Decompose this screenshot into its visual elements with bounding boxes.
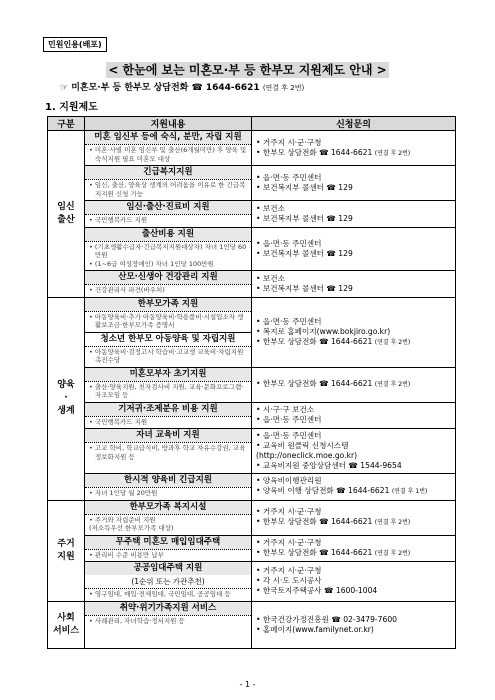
page-number: - 1 - [239, 680, 256, 689]
inquiry-text: • 읍·면·동 주민센터 [256, 415, 322, 425]
inquiry-line [256, 284, 451, 294]
inquiry-text: • 양육비 이행 상담전화 ☎ 1644-6621 [256, 486, 390, 496]
inquiry-text: • 복지로 홈페이지(www.bokjiro.go.kr) [256, 326, 391, 336]
inquiry-line [256, 586, 451, 596]
support-description [85, 311, 251, 332]
inquiry-cell [252, 166, 456, 201]
category-label: 서비스 [52, 625, 80, 636]
description-line: • 미혼·사별 미혼 임신부 및 출산(6개월미만) 후 양육 및 숙식지원 필요 미혼모 대상 [89, 146, 247, 163]
table-row [48, 227, 456, 271]
category-label: 주거 [57, 538, 75, 549]
description-line: • 아동양육비·검정고시 학습비·고교생 교육비·자립지원촉진수당 [89, 347, 244, 364]
support-title: 한부모가족 복지시설 [85, 501, 251, 514]
inquiry-text: • 양육비이행관리원 [256, 476, 322, 486]
inquiry-text: • 각 시·도 도시공사 [256, 576, 322, 586]
inquiry-line [256, 214, 451, 224]
header-inquiry: 신청문의 [252, 117, 456, 131]
support-description [85, 615, 251, 628]
section-heading: 1. 지원제도 [45, 102, 98, 113]
document-tag: 민원인용(배포) [43, 37, 107, 52]
support-description [85, 514, 251, 535]
inquiry-line [256, 317, 451, 327]
inquiry-cell [252, 500, 456, 535]
inquiry-line [256, 327, 451, 337]
inquiry-line [256, 441, 451, 451]
inquiry-text: • 한부모 상담전화 ☎ 1644-6621 [256, 379, 373, 388]
inquiry-line [256, 625, 451, 635]
inquiry-text: • 읍·면·동 주민센터 [256, 316, 322, 326]
description-line: • 사례관리, 자녀학습·정서지원 등 [89, 616, 185, 625]
support-description [85, 346, 251, 367]
support-description [85, 549, 251, 562]
inquiry-text: • 교육비지원 중앙상담센터 ☎ 1544-9654 [256, 461, 402, 470]
description-line: (저소득우선 한부모가족 대상) [89, 524, 174, 532]
content-cell [85, 500, 252, 535]
support-title: 긴급복지지원 [85, 166, 251, 179]
content-cell [85, 429, 252, 474]
table-row [48, 474, 456, 501]
category-label: 양육 [57, 380, 75, 390]
support-description [85, 144, 251, 165]
inquiry-text: • 한부모 상담전화 ☎ 1644-6621 [256, 517, 373, 526]
inquiry-text: • 한국토지주택공사 ☎ 1600-1004 [256, 586, 378, 596]
inquiry-line [256, 615, 451, 625]
table-row [48, 367, 456, 402]
support-description [85, 588, 251, 601]
inquiry-line [256, 486, 451, 497]
inquiry-cell [252, 535, 456, 562]
inquiry-text: • 거주지 시·군·구청 [256, 566, 322, 576]
support-title: 공공임대주택 지원 [85, 562, 251, 575]
support-description [85, 214, 251, 227]
inquiry-text: • 보건복지부 콜센터 ☎ 129 [256, 183, 353, 192]
inquiry-text: • 한부모 상담전화 ☎ 1644-6621 [256, 547, 373, 557]
support-description [85, 381, 251, 402]
support-title: 산모·신생아 건강관리 지원 [85, 271, 251, 284]
inquiry-text: • 한부모 상담전화 ☎ 1644-6621 [256, 336, 373, 346]
inquiry-line [256, 337, 451, 348]
support-title: 미혼 임신부 등에 숙식, 분만, 자립 지원 [85, 131, 251, 144]
inquiry-line [256, 566, 451, 576]
inquiry-text: • 보건소 [256, 273, 285, 283]
inquiry-note: (연결 후 2번) [374, 149, 411, 157]
inquiry-line [256, 461, 451, 471]
table-header-row [48, 117, 456, 131]
inquiry-line [256, 576, 451, 586]
description-line: • 아동양육비·추가 아동양육비·학용품비·시설입소자 생활보조금·한부모가족 증명서 [89, 312, 244, 329]
support-description [85, 241, 251, 271]
inquiry-cell [252, 367, 456, 402]
inquiry-line [256, 183, 451, 193]
inquiry-line [256, 274, 451, 284]
description-line: • 임신, 출산, 양육상 생계의 어려움을 이유로 한 긴급복지지원 신청 가능 [89, 181, 246, 198]
table-row [48, 297, 456, 367]
description-line: • 국민행복카드 지원 [89, 216, 148, 224]
inquiry-line [256, 451, 451, 461]
inquiry-line [256, 173, 451, 183]
table-row [48, 166, 456, 201]
support-title: 무주택 미혼모 매입임대주택 [85, 536, 251, 549]
support-description [85, 284, 251, 297]
table-row [48, 601, 456, 648]
inquiry-note: (연결 후 1번) [391, 488, 428, 496]
inquiry-cell [252, 131, 456, 166]
inquiry-cell [252, 201, 456, 228]
support-description [85, 179, 251, 200]
description-line: • 자녀 1인당 월 20만원 [89, 489, 158, 497]
category-label: 사회 [57, 612, 75, 623]
inquiry-cell [252, 402, 456, 429]
inquiry-text: • 읍·면·동 주민센터 [256, 173, 322, 182]
support-title: 자녀 교육비 지원 [85, 429, 251, 442]
inquiry-line [256, 148, 451, 159]
content-cell [85, 562, 252, 602]
inquiry-text: • 교육비 원클릭 신청시스템 [256, 441, 349, 450]
inquiry-text: • 거주지 시·군·구청 [256, 507, 322, 516]
content-cell [85, 601, 252, 648]
inquiry-text: • 시·구·구 보건소 [256, 405, 315, 415]
inquiry-line [256, 379, 451, 390]
table-row [48, 562, 456, 602]
inquiry-cell [252, 227, 456, 271]
inquiry-text: • 거주지 시·군·구청 [256, 537, 322, 547]
inquiry-line [256, 548, 451, 559]
category-label: 생계 [57, 406, 75, 416]
inquiry-line [256, 431, 451, 441]
support-title: 임신·출산·진료비 지원 [85, 201, 251, 214]
category-cell [48, 131, 85, 298]
inquiry-line [256, 239, 451, 249]
inquiry-cell [252, 297, 456, 367]
category-cell [48, 297, 85, 500]
content-cell [85, 402, 252, 429]
content-cell [85, 367, 252, 402]
table-row [48, 271, 456, 298]
inquiry-note: (연결 후 2번) [374, 519, 411, 526]
inquiry-note: (연결 후 2번) [374, 381, 411, 388]
description-line: • 출산·양육지원, 친자검사비 지원, 교육·문화프로그램·자조모임 등 [89, 382, 244, 399]
support-table [47, 116, 456, 649]
inquiry-line [256, 405, 451, 415]
table-row [48, 201, 456, 228]
support-description [85, 442, 251, 463]
table-row [48, 535, 456, 562]
inquiry-cell [252, 429, 456, 474]
inquiry-text: • 보건복지부 콜센터 ☎ 129 [256, 283, 353, 293]
inquiry-line [256, 415, 451, 425]
support-title: 한부모가족 지원 [85, 298, 251, 311]
description-line: • 고교 학비, 학교급식비, 방과후 학교 자유수강권, 교육정보화지원 등 [89, 444, 246, 461]
content-cell [85, 271, 252, 298]
description-line: • 관리비 수준 비용만 납부 [89, 550, 164, 559]
inquiry-text: • 보건소 [256, 203, 285, 213]
inquiry-text: • 홈페이지(www.familynet.or.kr) [256, 624, 374, 634]
inquiry-text: • 보건복지부 콜센터 ☎ 129 [256, 248, 353, 258]
content-cell [85, 535, 252, 562]
inquiry-cell [252, 601, 456, 648]
inquiry-cell [252, 474, 456, 501]
support-title: 출산비용 지원 [85, 228, 251, 241]
inquiry-line [256, 517, 451, 528]
inquiry-cell [252, 271, 456, 298]
category-label: · [64, 393, 68, 403]
table-row [48, 500, 456, 535]
description-line: • 국민행복카드 지원 [89, 417, 148, 426]
inquiry-line [256, 507, 451, 517]
category-label: 지원 [57, 551, 75, 562]
content-cell [85, 131, 252, 166]
inquiry-text: (http://oneclick.moe.go.kr) [256, 451, 358, 460]
table-row [48, 131, 456, 166]
inquiry-text: • 읍·면·동 주민센터 [256, 431, 322, 440]
inquiry-line [256, 538, 451, 548]
inquiry-note: (연결 후 2번) [374, 338, 411, 346]
inquiry-text: • 읍·면·동 주민센터 [256, 238, 322, 248]
support-title: 기저귀·조제분유 비용 지원 [85, 403, 251, 416]
support-title: 한시적 양육비 긴급지원 [85, 474, 251, 487]
inquiry-line [256, 138, 451, 148]
category-label: 출산 [57, 214, 75, 225]
inquiry-note: (연결 후 2번) [374, 549, 411, 557]
category-cell [48, 601, 85, 648]
support-description [85, 487, 251, 500]
support-subtitle: (1순위 또는 가관추천) [131, 577, 205, 586]
support-description [85, 416, 251, 429]
description-line: • (기초생활수급자·긴급복지지원대상자) 자녀 1인당 60만원 [89, 242, 247, 259]
support-title: 미혼모부자 초기지원 [85, 368, 251, 381]
inquiry-line [256, 249, 451, 259]
page-title: < 한눈에 보는 미혼모·부 등 한부모 지원제도 안내 > [108, 63, 387, 77]
inquiry-text: • 거주지 시·군·구청 [256, 137, 322, 147]
inquiry-text: • 보건복지부 콜센터 ☎ 129 [256, 213, 353, 223]
support-title: 청소년 한부모 아동양육 및 자립지원 [85, 332, 251, 346]
table-row [48, 402, 456, 429]
content-cell [85, 166, 252, 201]
description-line: • 영구임대, 매입·전세임대, 국민임대, 공공임대 등 [89, 590, 231, 598]
content-cell [85, 201, 252, 228]
content-cell [85, 474, 252, 501]
category-cell [48, 500, 85, 601]
inquiry-cell [252, 562, 456, 602]
inquiry-text: • 한국건강가정진흥원 ☎ 02-3479-7600 [256, 614, 397, 624]
table-row [48, 429, 456, 474]
hotline-subtitle: ☞ 미혼모·부 등 한부모 상담전화 ☎ 1644-6621 (연결 후 2번) [60, 83, 305, 93]
content-cell [85, 297, 252, 367]
inquiry-text: • 한부모 상담전화 ☎ 1644-6621 [256, 147, 373, 157]
support-title: 취약·위기가족지원 서비스 [85, 602, 251, 615]
header-category: 구분 [48, 117, 85, 131]
inquiry-line [256, 204, 451, 214]
inquiry-line [256, 476, 451, 486]
header-content: 지원내용 [85, 117, 252, 131]
description-line: • 주거와 자립준비 지원 [89, 515, 156, 524]
description-line: • (1~6급 여성장애인) 자녀 1인당 100만원 [89, 259, 214, 268]
category-label: 임신 [57, 201, 75, 212]
description-line: • 건강관리사 파견(바우처) [89, 286, 165, 294]
content-cell [85, 227, 252, 271]
